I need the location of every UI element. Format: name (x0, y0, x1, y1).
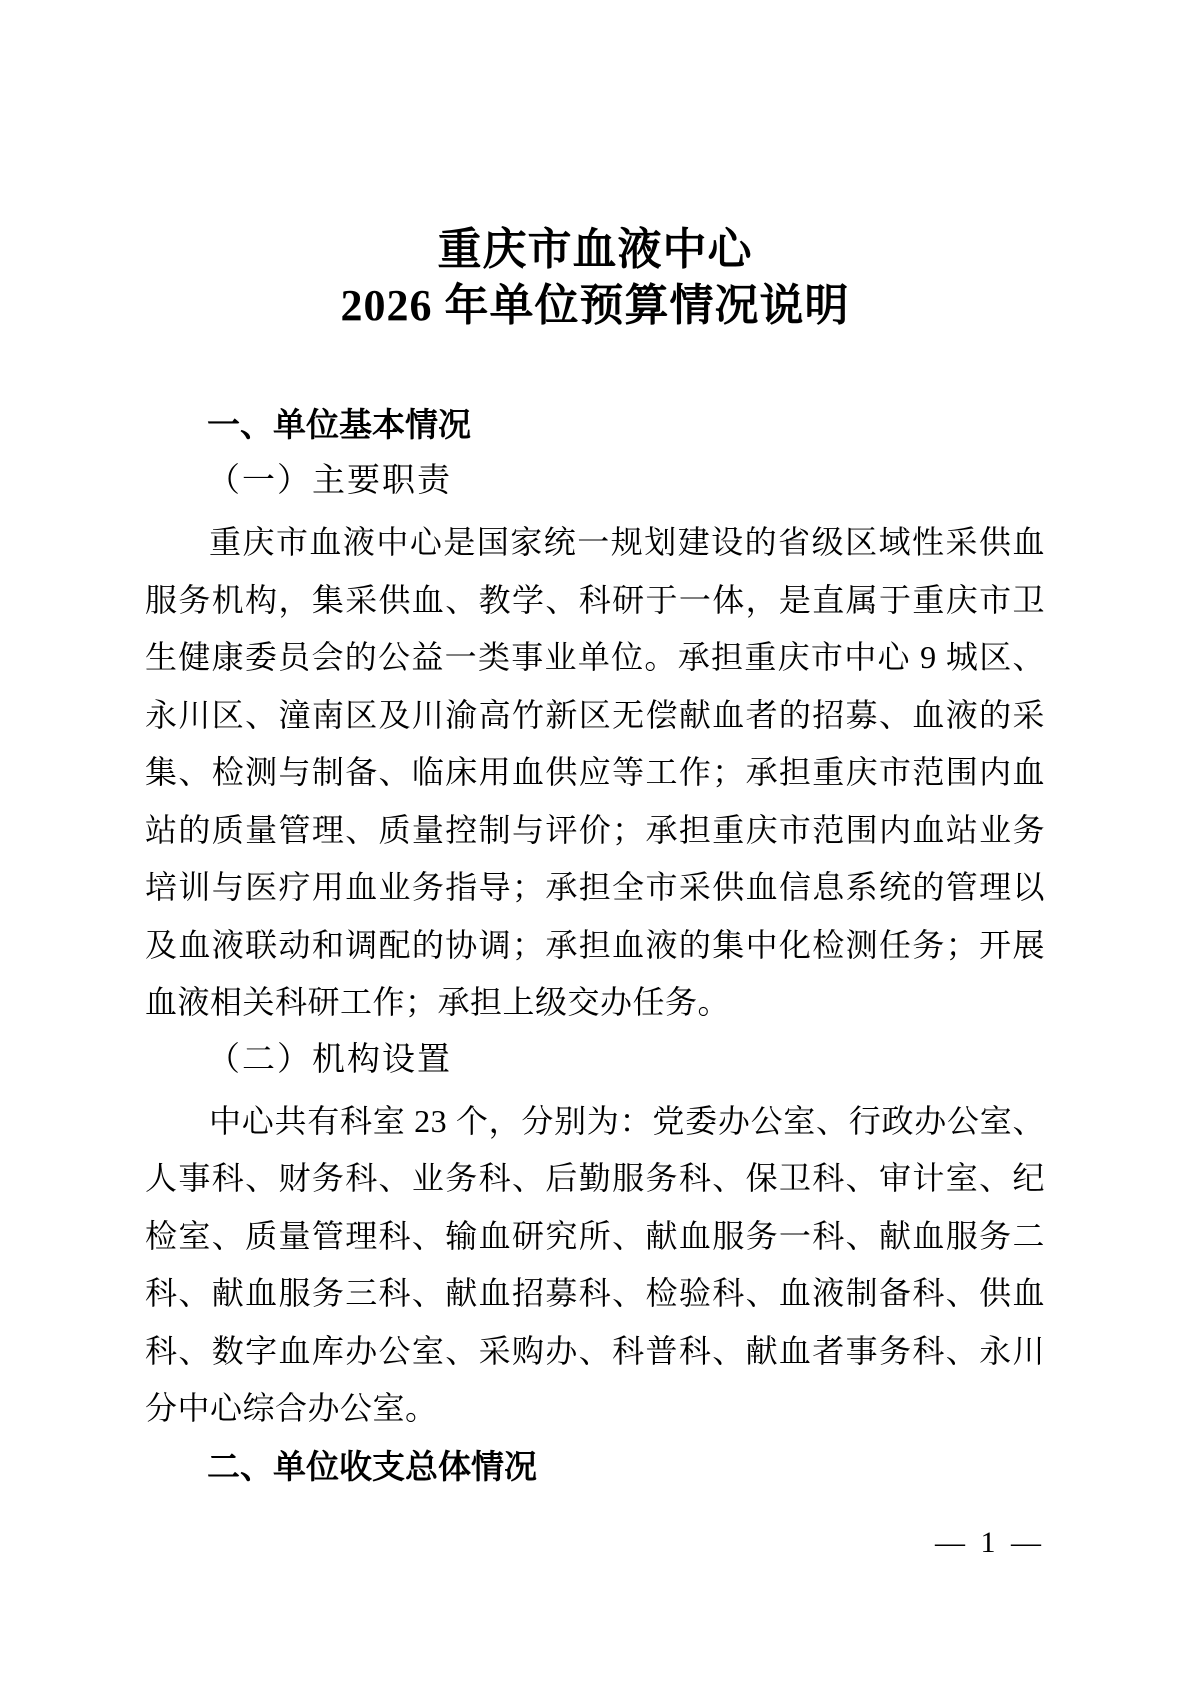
main-duties-paragraph: 重庆市血液中心是国家统一规划建设的省级区域性采供血服务机构，集采供血、教学、科研于一体，是直属于重庆市卫生健康委员会的公益一类事业单位。承担重庆市中心 9 城区、永川区、潼南区及川渝高竹新区无偿献血者的招募、血液的采集、检测与制备、临床用血供应等工作；承担重庆市范围内血站的质量管理、质量控制与评价；承担重庆市范围内血站业务培训与医疗用血业务指导；承担全市采供血信息系统的管理以及血液联动和调配的协调；承担血液的集中化检测任务；开展血液相关科研工作；承担上级交办任务。 (145, 524, 1045, 1020)
document-title-line1: 重庆市血液中心 (437, 225, 753, 274)
document-content (145, 222, 1045, 1495)
section-1-heading: 一、单位基本情况 (207, 406, 471, 443)
document-title-line2: 2026 年单位预算情况说明 (340, 281, 850, 330)
section-1-2-heading: （二）机构设置 (207, 1041, 452, 1078)
document-title (145, 222, 1045, 334)
section-2-heading: 二、单位收支总体情况 (207, 1447, 537, 1485)
section-1-1-heading: （一）主要职责 (207, 463, 452, 499)
page-number: — 1 — (935, 1526, 1045, 1559)
organization-setup-paragraph: 中心共有科室 23 个，分别为：党委办公室、行政办公室、人事科、财务科、业务科、后勤服务科、保卫科、审计室、纪检室、质量管理科、输血研究所、献血服务一科、献血服务二科、献血服务三科、献血招募科、检验科、血液制备科、供血科、数字血库办公室、采购办、科普科、献血者事务科、永川分中心综合办公室。 (145, 1102, 1045, 1426)
